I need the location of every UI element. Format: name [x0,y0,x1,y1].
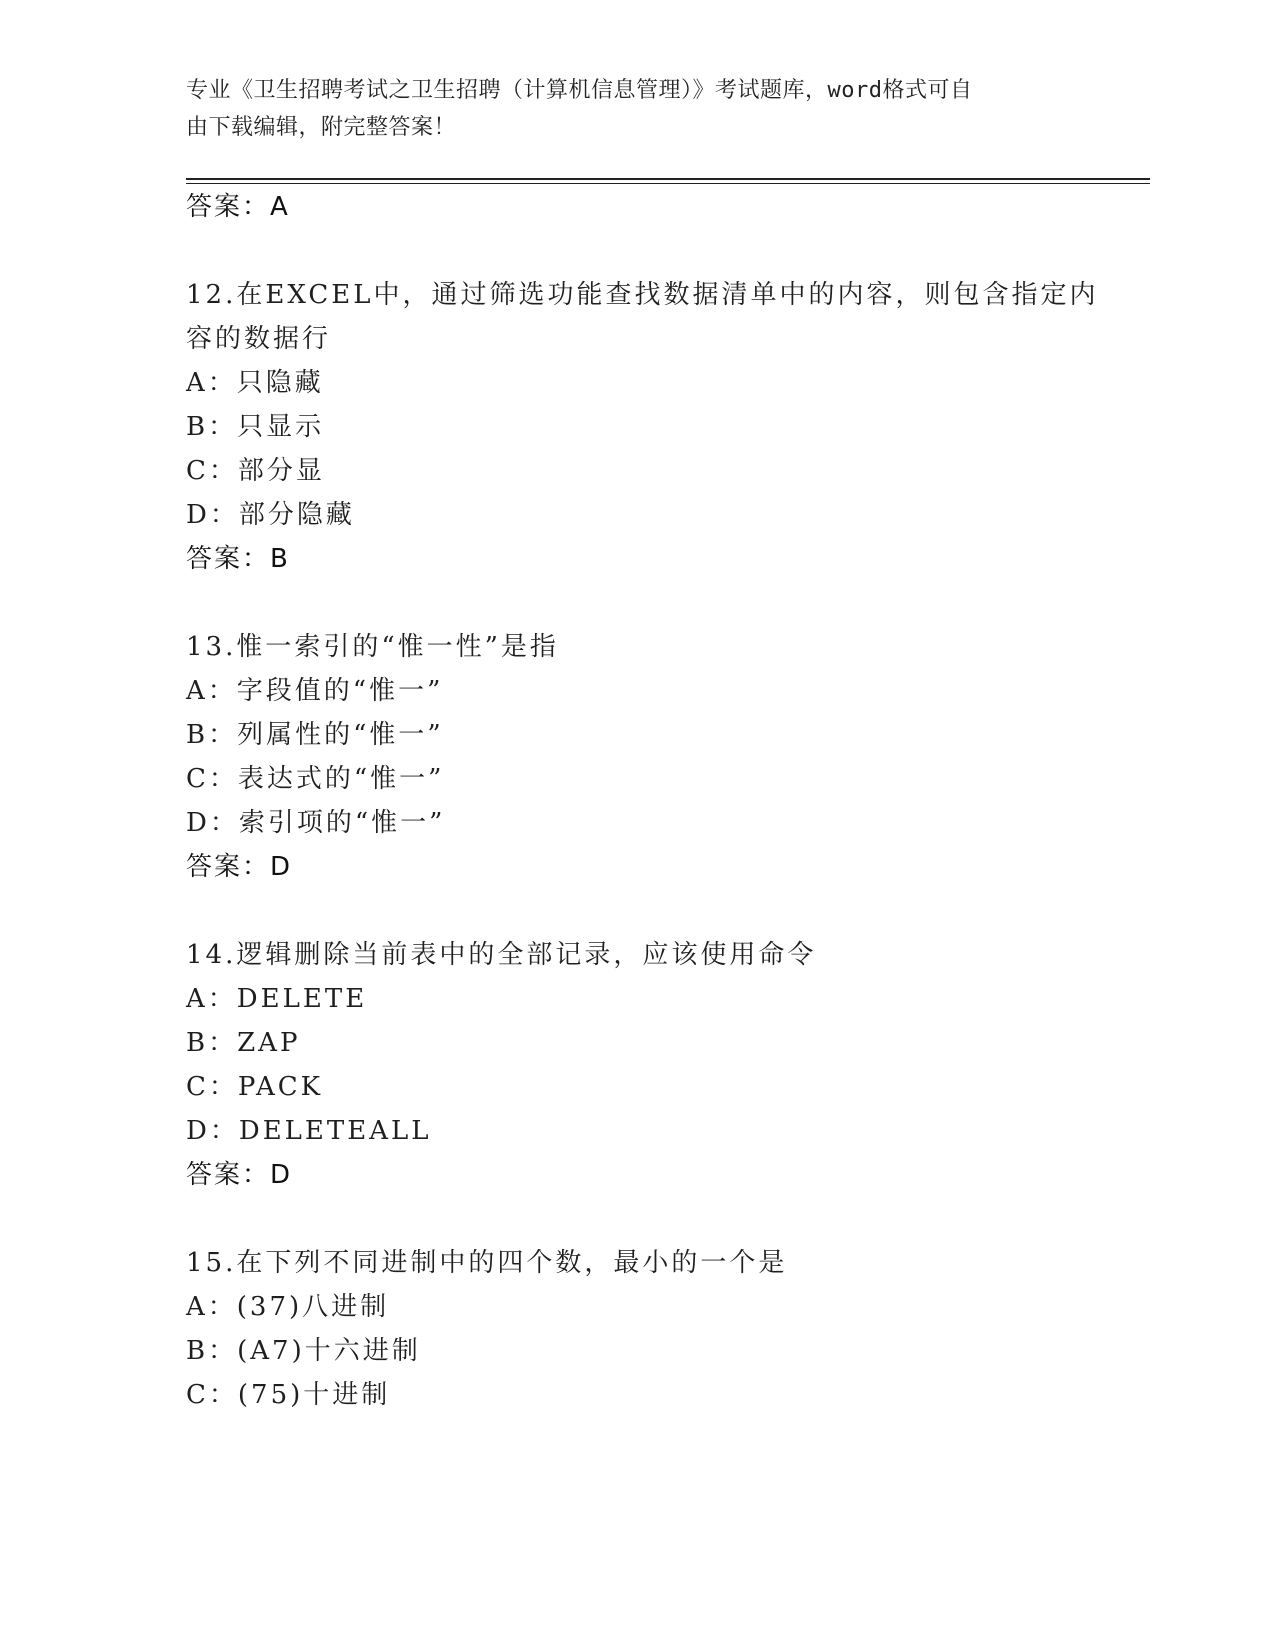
document-header [186,72,1066,146]
question-12-option-d: D：部分隐藏 [186,500,355,530]
header-line-1: 专业《卫生招聘考试之卫生招聘（计算机信息管理）》考试题库，word格式可自 [186,78,973,103]
header-divider-thin [186,183,1150,184]
question-13-option-b: B：列属性的“惟一” [186,720,444,750]
question-13-option-a: A：字段值的“惟一” [186,676,444,706]
question-14-stem: 14.逻辑删除当前表中的全部记录，应该使用命令 [186,940,817,970]
question-15-option-b: B：(A7)十六进制 [186,1336,421,1366]
question-12-option-c: C：部分显 [186,456,325,486]
question-12-stem-line-2: 容的数据行 [186,324,332,354]
question-15-option-c: C：(75)十进制 [186,1380,391,1410]
question-14-option-b: B：ZAP [186,1028,301,1058]
question-12-answer: 答案：B [186,544,290,574]
header-divider-thick [186,178,1150,180]
question-13-answer: 答案：D [186,852,293,882]
question-13-stem: 13.惟一索引的“惟一性”是指 [186,632,559,662]
question-14-option-d: D：DELETEALL [186,1116,432,1146]
question-15-stem: 15.在下列不同进制中的四个数，最小的一个是 [186,1248,788,1278]
question-12-option-a: A：只隐藏 [186,368,324,398]
question-13-option-c: C：表达式的“惟一” [186,764,445,794]
question-13-option-d: D：索引项的“惟一” [186,808,446,838]
question-14-answer: 答案：D [186,1160,293,1190]
question-12-stem-line-1: 12.在EXCEL中，通过筛选功能查找数据清单中的内容，则包含指定内 [186,280,1099,310]
question-12-option-b: B：只显示 [186,412,325,442]
header-line-2: 由下载编辑，附完整答案！ [186,115,457,140]
question-14-option-c: C：PACK [186,1072,324,1102]
question-14-option-a: A：DELETE [186,984,368,1014]
previous-answer: 答案：A [186,192,290,222]
question-15-option-a: A：(37)八进制 [186,1292,390,1322]
